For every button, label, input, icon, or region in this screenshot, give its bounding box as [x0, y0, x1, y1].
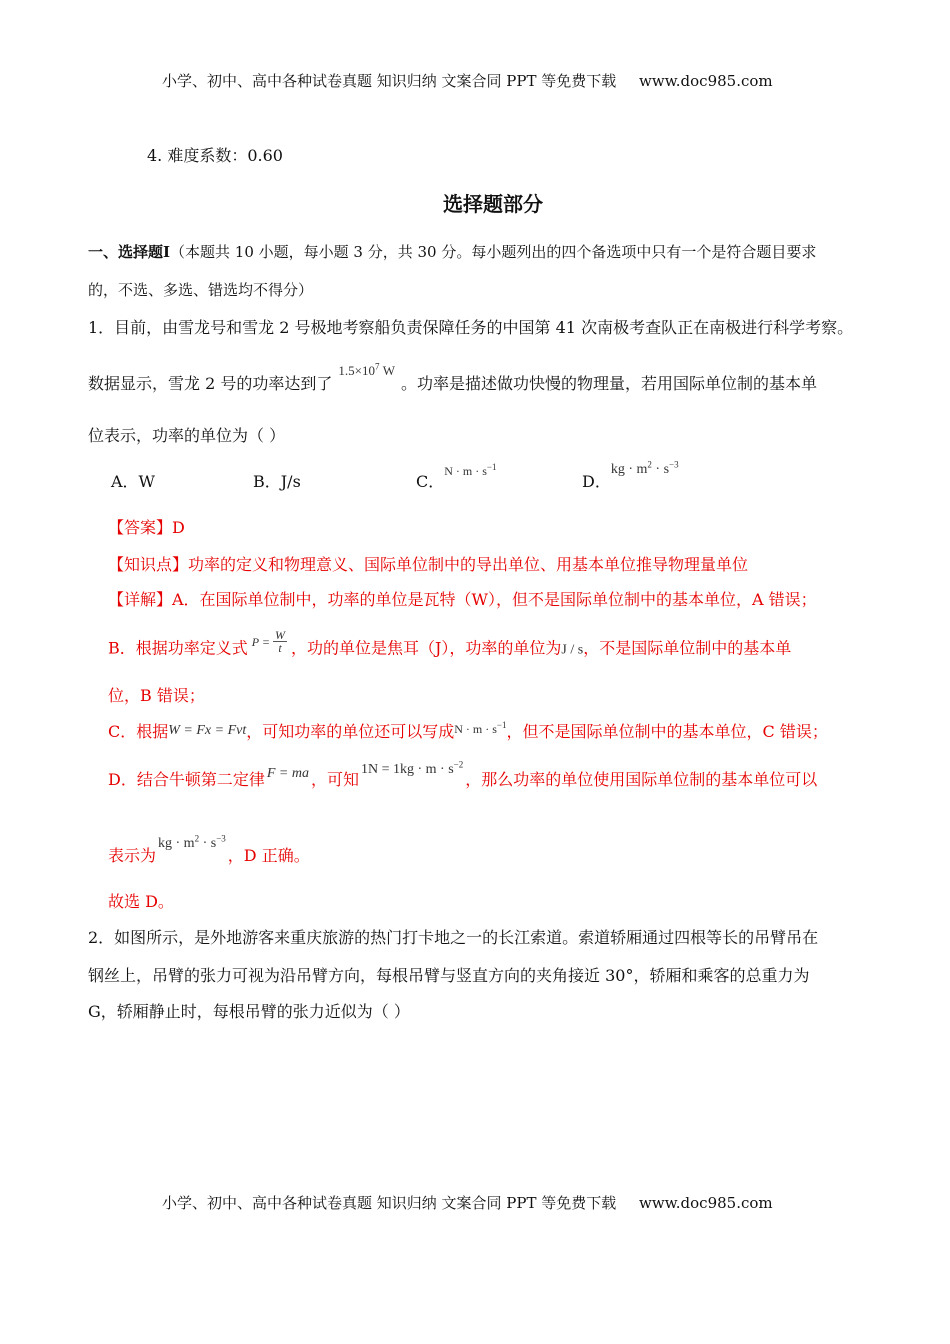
q1-knowledge: 【知识点】功率的定义和物理意义、国际单位制中的导出单位、用基本单位推导物理量单位	[108, 555, 749, 574]
option-d-unit: kg · m	[610, 462, 648, 477]
detail-c-mid: ，可知功率的单位还可以写成	[246, 722, 455, 741]
q1-detail-d-line2	[108, 833, 310, 868]
formula-newton: F = ma	[266, 766, 309, 781]
detail-c-pre: C．根据	[108, 722, 169, 741]
footer-text: 小学、初中、高中各种试卷真题 知识归纳 文案合同 PPT 等免费下载	[162, 1194, 617, 1212]
detail-d-line2-post: ，D 正确。	[227, 846, 310, 865]
unit-nms	[454, 722, 506, 736]
fraction-numerator: W	[274, 628, 285, 642]
kgm-exp2: −3	[216, 833, 226, 844]
q1-option-b[interactable]: B．J/s	[253, 472, 301, 491]
detail-d-mid: ，可知	[310, 770, 359, 789]
formula-newton-unit	[360, 759, 464, 777]
option-d-exp1: 2	[647, 459, 652, 470]
q2-stem-line2: 钢丝上，吊臂的张力可视为沿吊臂方向，每根吊臂与竖直方向的夹角接近 30°，轿厢和乘客的总重力为	[88, 966, 810, 985]
unit-js: J / s	[561, 642, 584, 658]
formula-p: P =	[251, 634, 270, 649]
header-text: 小学、初中、高中各种试卷真题 知识归纳 文案合同 PPT 等免费下载	[162, 72, 617, 90]
q2-stem-line3: G，轿厢静止时，每根吊臂的张力近似为（ ）	[88, 1002, 410, 1021]
q1-conclusion: 故选 D。	[108, 892, 174, 911]
option-d-label: D．	[582, 472, 611, 491]
fraction-w-t	[273, 629, 287, 654]
power-base-unit	[158, 833, 226, 851]
detail-b-post: ，不是国际单位制中的基本单	[583, 638, 792, 658]
power-exp: 7	[374, 361, 380, 372]
detail-c-post: ，但不是国际单位制中的基本单位，C 错误；	[506, 722, 828, 741]
page-header	[162, 70, 773, 91]
q1-stem-line3: 位表示，功率的单位为（ ）	[88, 426, 286, 445]
q1-detail-c	[108, 722, 828, 744]
unit-nms-base: N · m · s	[454, 722, 497, 736]
unit-nms-exp: −1	[496, 720, 507, 730]
detail-d-pre: D．结合牛顿第二定律	[108, 770, 265, 789]
option-d-exp2: −3	[669, 459, 679, 470]
q1-detail-b	[108, 628, 792, 662]
kgm-mid: · s	[199, 836, 217, 851]
detail-d-line2-pre: 表示为	[108, 846, 157, 865]
section-title: 选择题部分	[443, 192, 543, 216]
kgm-base: kg · m	[158, 836, 195, 851]
part1-instructions-line1	[88, 242, 816, 262]
q1-option-d[interactable]	[582, 459, 679, 494]
power-unit: W	[379, 363, 395, 378]
header-url[interactable]: www.doc985.com	[639, 72, 773, 90]
formula-work: W = Fx = Fvt	[168, 723, 247, 738]
q1-stem-line1: 1．目前，由雪龙号和雪龙 2 号极地考察船负责保障任务的中国第 41 次南极考查队正在南极进行科学考察。	[88, 318, 854, 337]
q1-stem-line2-post: 。功率是描述做功快慢的物理量，若用国际单位制的基本单	[400, 374, 817, 393]
option-c-exp: −1	[486, 462, 497, 472]
q1-power-value	[338, 363, 395, 378]
q1-detail-b-line2: 位，B 错误；	[108, 686, 205, 705]
option-d-math	[610, 459, 679, 477]
q1-stem-line2-pre: 数据显示，雪龙 2 号的功率达到了	[88, 374, 333, 393]
page-footer	[162, 1192, 773, 1213]
option-c-unit: N · m · s	[444, 464, 487, 478]
formula-n-base: 1N = 1kg · m · s	[360, 762, 454, 777]
option-d-mid: · s	[651, 462, 670, 477]
formula-n-exp: −2	[453, 759, 464, 770]
fraction-denominator: t	[278, 641, 282, 655]
part1-heading: 一、选择题Ⅰ	[88, 243, 171, 261]
q2-stem-line1: 2．如图所示，是外地游客来重庆旅游的热门打卡地之一的长江索道。索道轿厢通过四根等长的吊臂吊在	[88, 928, 819, 947]
power-base: 1.5×10	[338, 363, 375, 378]
part1-instructions-line2: 的，不选、多选、错选均不得分）	[88, 281, 314, 299]
q1-detail-a: 【详解】A．在国际单位制中，功率的单位是瓦特（W），但不是国际单位制中的基本单位，A 错误；	[108, 590, 817, 609]
part1-instr-1: （本题共 10 小题，每小题 3 分，共 30 分。每小题列出的四个备选项中只有一个是符合题目要求	[170, 243, 817, 261]
difficulty-line: 4. 难度系数：0.60	[147, 146, 283, 165]
footer-url[interactable]: www.doc985.com	[639, 1194, 773, 1212]
detail-d-post: ，那么功率的单位使用国际单位制的基本单位可以	[465, 770, 818, 789]
kgm-exp1: 2	[194, 833, 200, 844]
formula-power-definition	[252, 629, 287, 654]
option-c-math	[444, 464, 496, 478]
detail-b-pre: B．根据功率定义式	[108, 638, 248, 658]
q1-answer: 【答案】D	[108, 518, 185, 537]
detail-b-mid: ，功的单位是焦耳（J），功率的单位为	[290, 638, 562, 658]
q1-option-a[interactable]: A．W	[111, 472, 156, 491]
option-c-label: C．	[416, 472, 445, 491]
